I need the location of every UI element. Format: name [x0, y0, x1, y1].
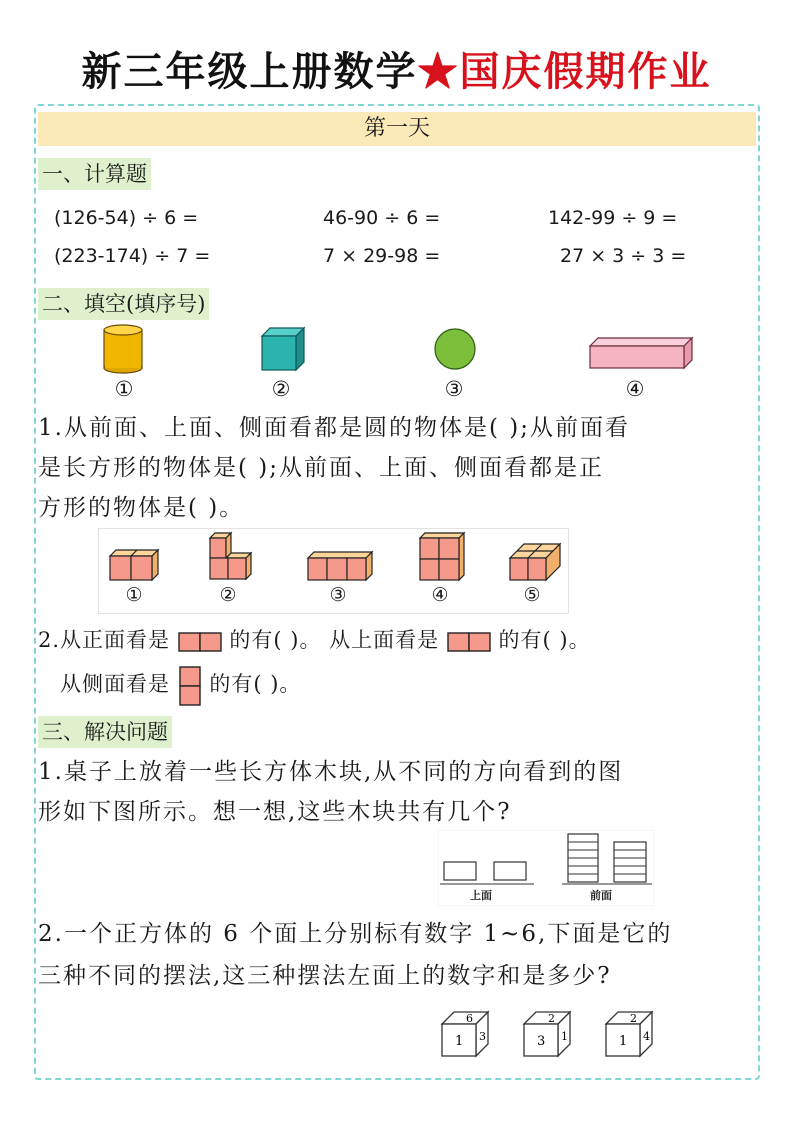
p1-line1: 1.桌子上放着一些长方体木块,从不同的方向看到的图: [38, 759, 624, 785]
die-1-side: 3: [479, 1030, 486, 1043]
shape-label-4: ④: [625, 377, 645, 401]
cuboid-image: [588, 336, 696, 370]
cube-label-4: ④: [431, 584, 449, 606]
die-2-side: 1: [561, 1030, 568, 1043]
cube-arrangement-2: [208, 530, 254, 582]
calc-problem-2: 46-90 ÷ 6 =: [323, 207, 441, 229]
shape-label-2: ②: [271, 377, 291, 401]
section3-heading: 三、解决问题: [38, 716, 172, 748]
cube-arrangement-3: [306, 548, 374, 582]
shape-label-1: ①: [114, 377, 134, 401]
die-1-top: 6: [466, 1012, 473, 1025]
side-view-shape-icon: [178, 666, 202, 706]
day-heading: 第一天: [38, 112, 756, 146]
die-3-top: 2: [630, 1012, 637, 1025]
q2-text-d: 从侧面看是: [60, 672, 170, 696]
die-2-top: 2: [548, 1012, 555, 1025]
calc-problem-3: 142-99 ÷ 9 =: [548, 207, 678, 229]
title-sub: 国庆假期作业: [459, 48, 712, 95]
cube-label-5: ⑤: [523, 584, 541, 606]
top-view-shape-icon: [447, 631, 491, 653]
q2-text-c: 的有( )。: [498, 628, 591, 652]
front-view-shape-icon: [178, 631, 222, 653]
cube-arrangement-4: [418, 530, 466, 582]
cube-arrangement-5: [508, 542, 562, 582]
q1-line3: 方形的物体是( )。: [38, 495, 245, 521]
calc-problem-4: (223-174) ÷ 7 =: [54, 245, 211, 267]
calc-problem-6: 27 × 3 ÷ 3 =: [560, 245, 687, 267]
title-main: 新三年级上册数学: [81, 48, 418, 95]
cube-label-2: ②: [219, 584, 237, 606]
page-title: [0, 40, 793, 97]
section1-heading: 一、计算题: [38, 158, 151, 190]
q2-line1: [38, 620, 591, 660]
cube-label-3: ③: [329, 584, 347, 606]
die-2-front: 3: [537, 1034, 546, 1049]
q1-line1: 1.从前面、上面、侧面看都是圆的物体是( );从前面看: [38, 415, 630, 441]
q2-text-b: 的有( )。 从上面看是: [229, 628, 440, 652]
p2-line2: 三种不同的摆法,这三种摆法左面上的数字和是多少?: [38, 963, 612, 989]
p2-line1: 2.一个正方体的 6 个面上分别标有数字 1~6,下面是它的: [38, 921, 673, 947]
view-top-label: 上面: [470, 889, 492, 902]
calc-problem-5: 7 × 29-98 =: [323, 245, 441, 267]
sphere-image: [432, 326, 478, 372]
star-icon: ★: [417, 48, 460, 95]
shape-label-3: ③: [444, 377, 464, 401]
die-1-front: 1: [455, 1034, 464, 1049]
calc-problem-1: (126-54) ÷ 6 =: [54, 207, 199, 229]
die-3: [604, 1008, 656, 1060]
die-3-front: 1: [619, 1034, 628, 1049]
p1-line2: 形如下图所示。想一想,这些木块共有几个?: [38, 799, 512, 825]
q2-text-a: 2.从正面看是: [38, 628, 171, 652]
q1-line2: 是长方形的物体是( );从前面、上面、侧面看都是正: [38, 455, 605, 481]
view-front-label: 前面: [590, 889, 612, 902]
cylinder-image: [100, 322, 148, 374]
cube-label-1: ①: [125, 584, 143, 606]
die-1: [440, 1008, 492, 1060]
section2-heading: 二、填空(填序号): [38, 288, 209, 320]
q2-line2: [60, 664, 301, 706]
die-2: [522, 1008, 574, 1060]
q2-text-e: 的有( )。: [209, 672, 302, 696]
cube-arrangement-1: [108, 546, 160, 582]
cube-image: [260, 326, 308, 372]
die-3-side: 4: [643, 1030, 650, 1043]
